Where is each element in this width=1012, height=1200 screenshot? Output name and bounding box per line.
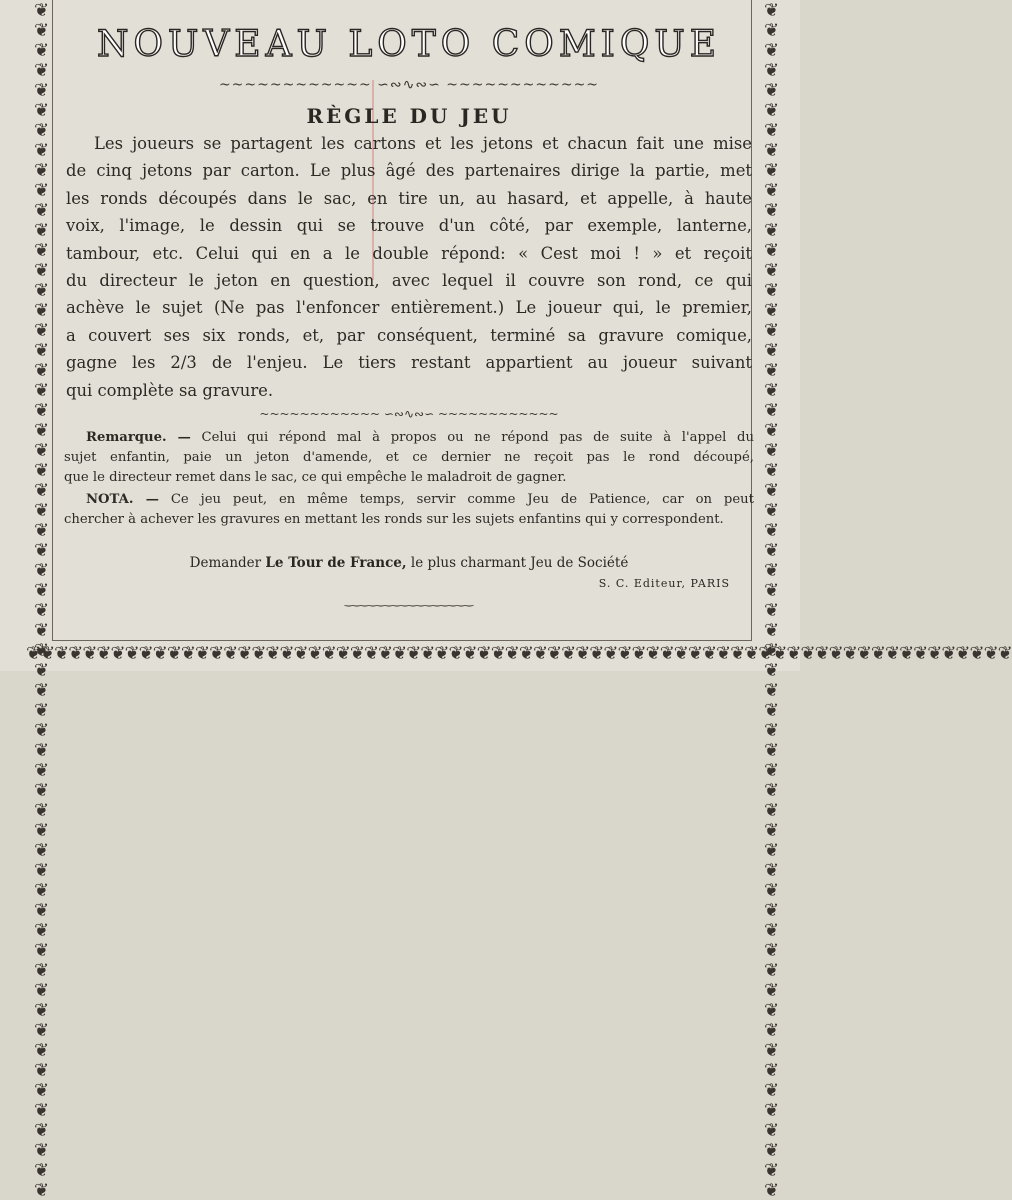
footer-advert (64, 554, 754, 572)
remarque-line: que le directeur remet dans le sac, ce qui empêche le maladroit de gagner. (64, 470, 567, 486)
left-border-rule (52, 0, 53, 640)
bottom-border-rule (52, 640, 752, 641)
remarque-line: sujet enfantin, paie un jeton d'amende, et ce dernier ne reçoit pas le rond découpé, (64, 450, 754, 466)
right-ornamental-border: ❦❦❦❦❦❦❦❦❦❦❦❦❦❦❦❦❦❦❦❦❦❦❦❦❦❦❦❦❦❦❦❦❦❦❦❦❦❦❦❦❦❦❦❦❦❦❦❦❦❦❦❦❦❦❦❦❦❦❦❦ (761, 0, 782, 1200)
rules-line: achève le sujet (Ne pas l'enfoncer entièrement.) Le joueur qui, le premier, (66, 298, 752, 318)
remarque-label: Remarque. — (86, 430, 191, 446)
rules-line: les ronds découpés dans le sac, en tire un, au hasard, et appelle, à haute (66, 188, 752, 208)
rules-paragraph (64, 130, 754, 404)
rules-line: de cinq jetons par carton. Le plus âgé des partenaires dirige la partie, met (66, 161, 752, 181)
rules-line: qui complète sa gravure. (66, 380, 274, 400)
remarque-paragraph (64, 428, 754, 488)
page-title: NOUVEAU LOTO COMIQUE (96, 24, 722, 65)
footer-prefix: Demander (189, 555, 262, 572)
left-ornamental-border: ❦❦❦❦❦❦❦❦❦❦❦❦❦❦❦❦❦❦❦❦❦❦❦❦❦❦❦❦❦❦❦❦❦❦❦❦❦❦❦❦❦❦❦❦❦❦❦❦❦❦❦❦❦❦❦❦❦❦❦❦ (31, 0, 52, 1200)
rules-line: a couvert ses six ronds, et, par conséquent, terminé sa gravure comique, (66, 325, 752, 345)
rules-line: Les joueurs se partagent les cartons et les jetons et chacun fait une mise (94, 134, 752, 153)
remarque-line (64, 428, 754, 448)
nota-line: chercher à achever les gravures en mettant les ronds sur les sujets enfantins qui y correspondent. (64, 512, 724, 528)
section-flourish: ~~~~~~~~~~~~ ∽∾∿∾∽ ~~~~~~~~~~~~ (259, 407, 559, 422)
nota-line (64, 490, 754, 510)
nota-label: NOTA. — (86, 492, 159, 508)
footer-product: Le Tour de France, (265, 555, 407, 572)
rules-line: tambour, etc. Celui qui en a le double répond: « Cest moi ! » et reçoit (66, 243, 752, 263)
remarque-text: Celui qui répond mal à propos ou ne répond pas de suite à l'appel du (201, 430, 754, 446)
publisher-imprint: S. C. Editeur, PARIS (598, 577, 730, 591)
nota-text: Ce jeu peut, en même temps, servir comme Jeu de Patience, car on peut (170, 492, 754, 508)
content-area (64, 10, 754, 608)
rules-line: du directeur le jeton en question, avec lequel il couvre son rond, ce qui (66, 271, 752, 291)
title-flourish: ~~~~~~~~~~~~ ∽∾∿∾∽ ~~~~~~~~~~~~ (218, 77, 600, 93)
bottom-ornamental-border: ❦❦❦❦❦❦❦❦❦❦❦❦❦❦❦❦❦❦❦❦❦❦❦❦❦❦❦❦❦❦❦❦❦❦❦❦❦❦❦❦❦❦❦❦❦❦❦❦❦❦❦❦❦❦❦❦❦❦❦❦❦❦❦❦❦❦❦❦❦❦ (26, 643, 1012, 664)
footer-suffix: le plus charmant Jeu de Société (410, 555, 629, 572)
footer-flourish: ‿‿‿‿‿‿‿‿‿‿‿‿‿‿‿‿ (344, 596, 474, 608)
rules-line: gagne les 2/3 de l'enjeu. Le tiers restant appartient au joueur suivant (66, 353, 752, 373)
nota-paragraph (64, 490, 754, 530)
section-heading: RÈGLE DU JEU (306, 104, 512, 128)
rules-line: voix, l'image, le dessin qui se trouve d'un côté, par exemple, lanterne, (66, 216, 752, 236)
